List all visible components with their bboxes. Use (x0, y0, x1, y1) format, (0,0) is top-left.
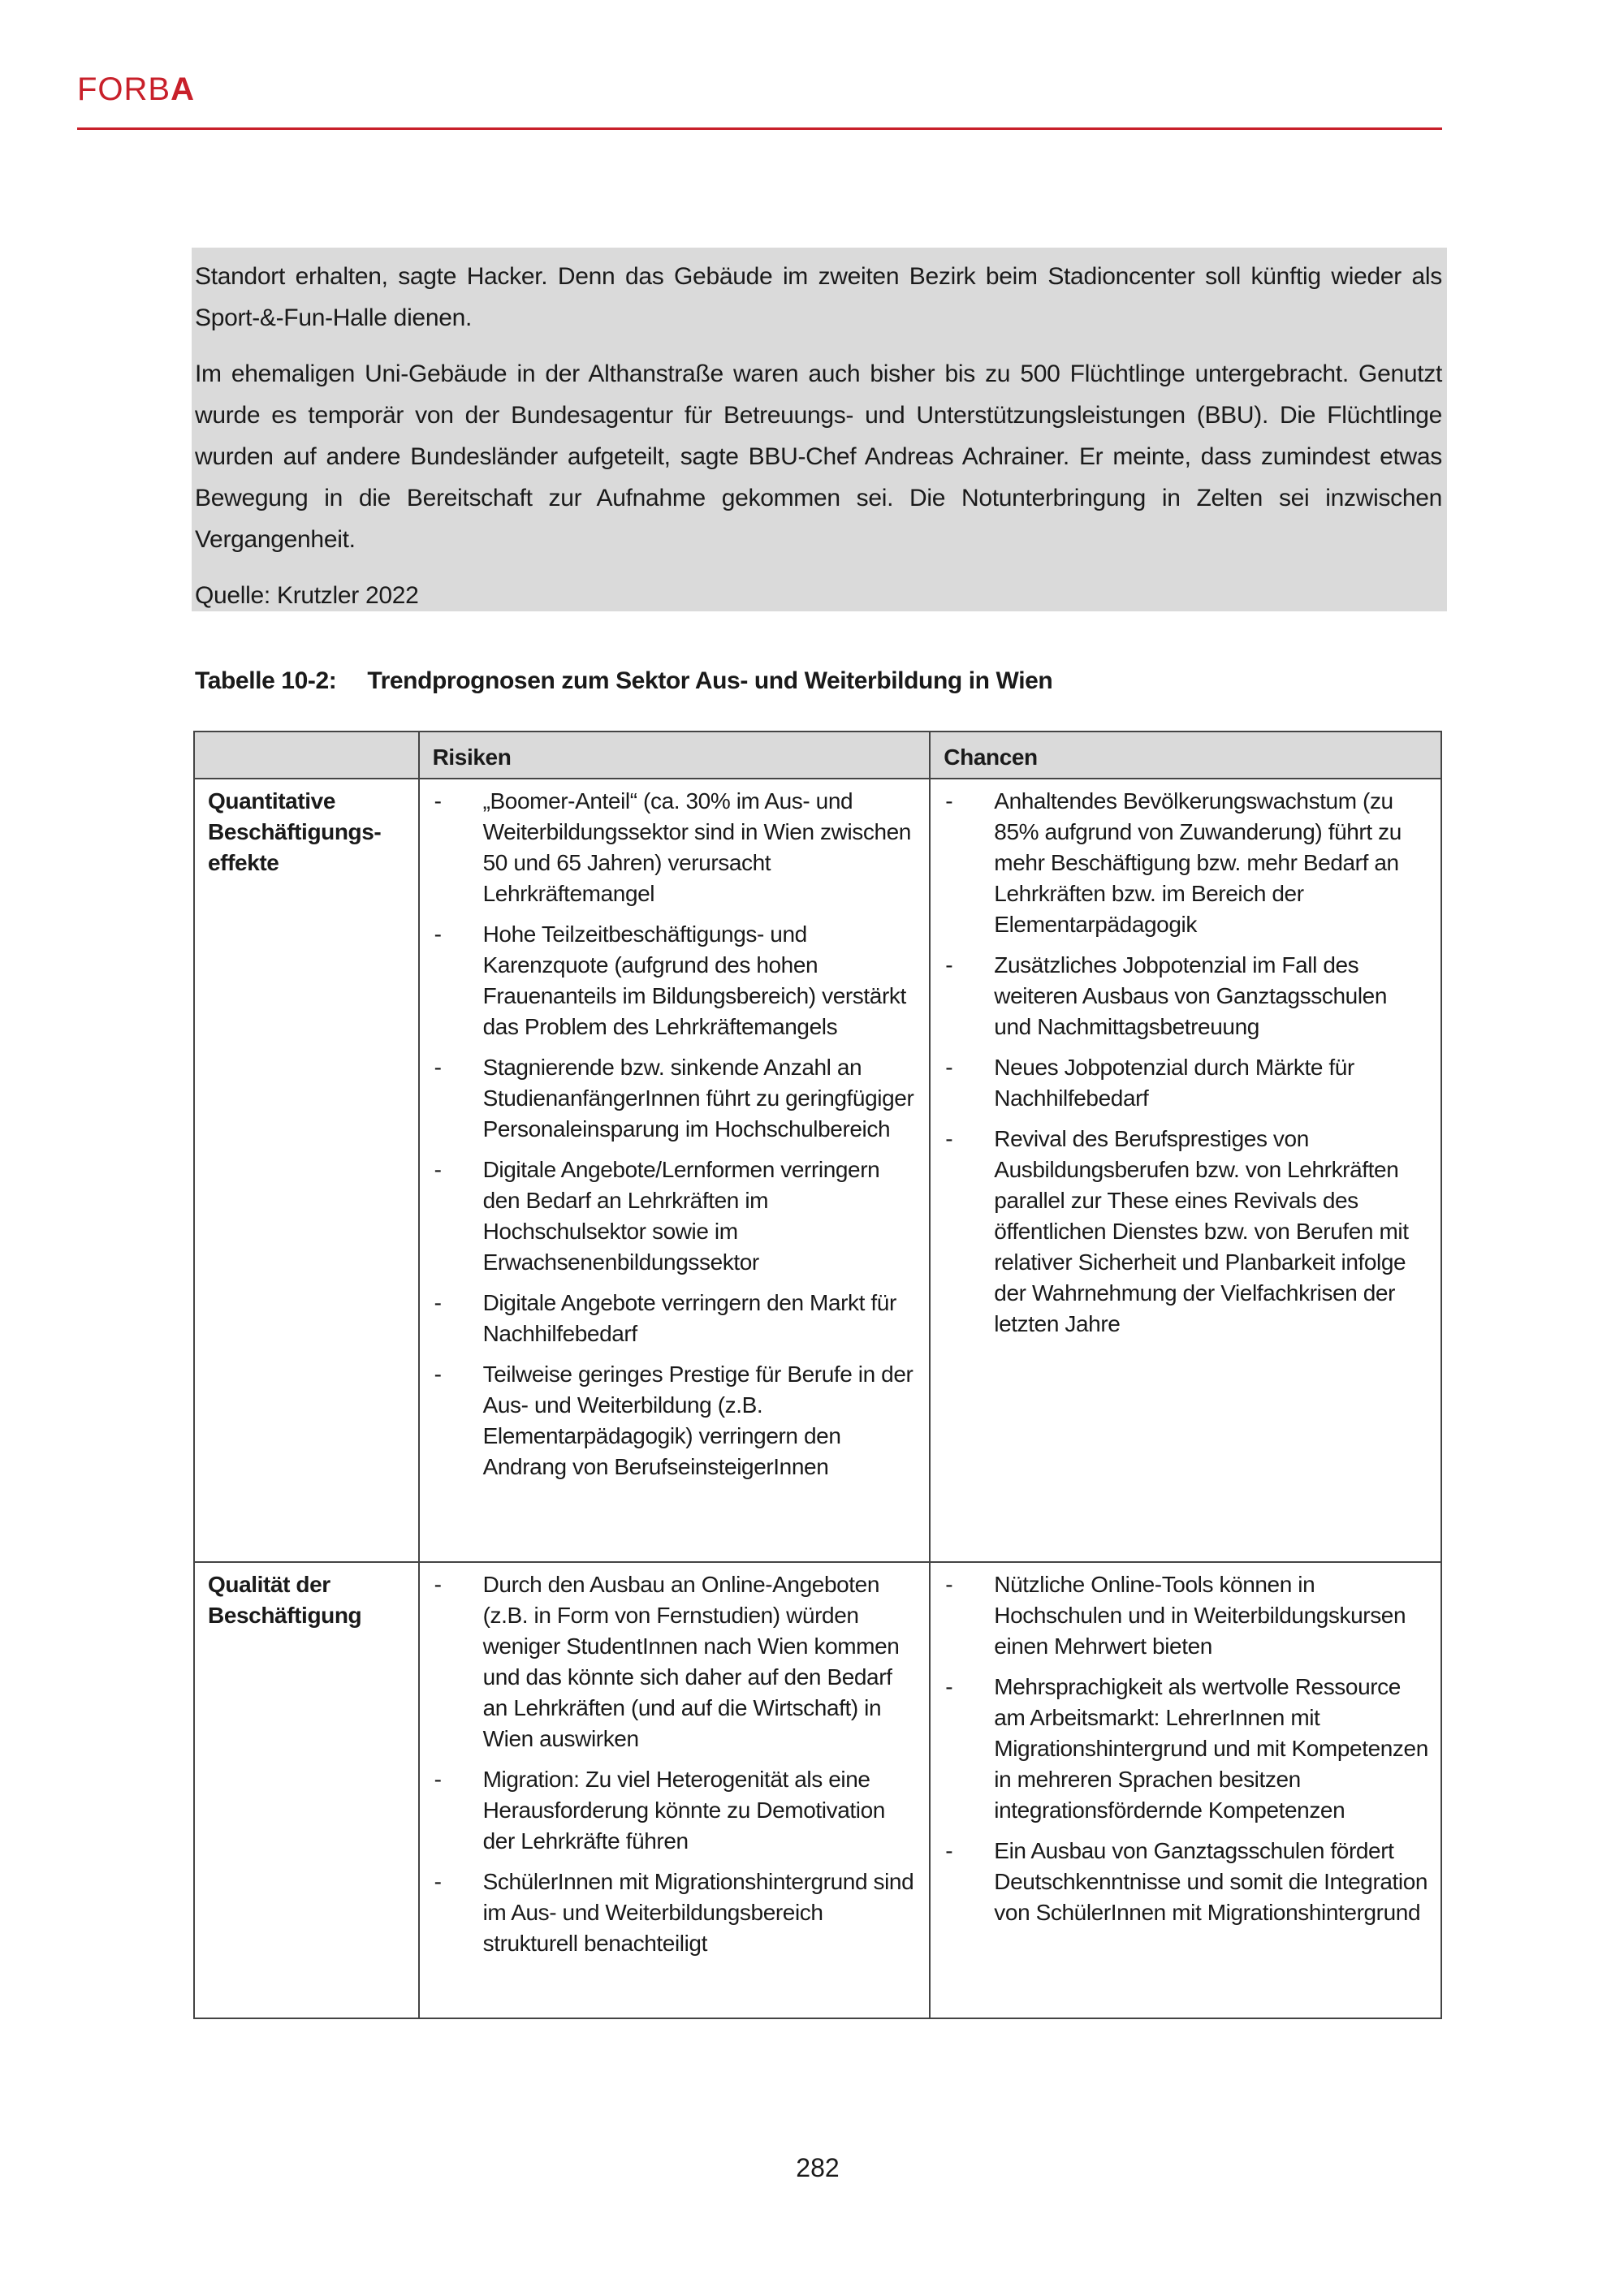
chancen-list (931, 786, 1429, 1340)
list-item (420, 919, 918, 1042)
trend-table (193, 731, 1442, 2019)
quote-source: Quelle: Krutzler 2022 (195, 582, 419, 609)
list-item (931, 786, 1429, 940)
bullet-dash: - (434, 1290, 442, 1315)
bullet-dash: - (434, 1362, 442, 1387)
list-item (931, 1052, 1429, 1114)
list-item (420, 1052, 918, 1145)
quote-paragraph: Im ehemaligen Uni-Gebäude in der Althanstraße waren auch bisher bis zu 500 Flüchtlinge untergebracht. Genutzt wurde es temporär von der Bundesagentur für Betreuungs- und Unterstützungsleistungen (BBU). Die Flüchtlinge wurden auf andere Bundesländer aufgeteilt, sagte BBU-Chef Andreas Achrainer. Er meinte, dass zumindest etwas Bewegung in die Bereitschaft zur Aufnahme gekommen sei. Die Notunterbringung in Zelten sei inzwischen Vergangenheit. (195, 360, 1442, 553)
chancen-cell (930, 1562, 1441, 2018)
risiken-cell (419, 1562, 931, 2018)
list-item (931, 1836, 1429, 1928)
list-item-text: Hohe Teilzeitbeschäftigungs- und Karenzquote (aufgrund des hohen Frauenanteils im Bildungsbereich) verstärkt das Problem des Lehrkräftemangels (482, 921, 906, 1039)
table-caption (195, 667, 1052, 695)
quote-box (192, 248, 1447, 611)
list-item (420, 1569, 918, 1754)
bullet-dash: - (945, 788, 953, 814)
table-row (194, 779, 1441, 1562)
table-row (194, 1562, 1441, 2018)
bullet-dash: - (434, 1767, 442, 1792)
list-item (931, 950, 1429, 1042)
bullet-dash: - (945, 1572, 953, 1597)
list-item-text: Nützliche Online-Tools können in Hochschulen und in Weiterbildungskursen einen Mehrwert bieten (994, 1572, 1406, 1659)
bullet-dash: - (434, 1572, 442, 1597)
bullet-dash: - (945, 1126, 953, 1151)
list-item-text: Migration: Zu viel Heterogenität als eine Herausforderung könnte zu Demotivation der Lehrkräfte führen (482, 1767, 885, 1854)
table-label: Tabelle 10-2: (195, 667, 337, 694)
list-item (931, 1569, 1429, 1662)
list-item-text: Digitale Angebote verringern den Markt für Nachhilfebedarf (482, 1290, 896, 1346)
bullet-dash: - (945, 1055, 953, 1080)
table-header-row (194, 732, 1441, 779)
list-item-text: Zusätzliches Jobpotenzial im Fall des weiteren Ausbaus von Ganztagsschulen und Nachmittagsbetreuung (994, 952, 1387, 1039)
table-title: Trendprognosen zum Sektor Aus- und Weiterbildung in Wien (367, 667, 1053, 694)
row-header: Quantitative Beschäftigungs-effekte (194, 779, 419, 1562)
list-item (420, 1359, 918, 1482)
bullet-dash: - (434, 1157, 442, 1182)
list-item-text: Revival des Berufsprestiges von Ausbildungsberufen bzw. von Lehrkräften parallel zur These eines Revivals des öffentlichen Dienstes bzw. von Berufen mit relativer Sicherheit und Planbarkeit infolge der Wahrnehmung der Vielfachkrisen der letzten Jahre (994, 1126, 1409, 1336)
list-item-text: Ein Ausbau von Ganztagsschulen fördert Deutschkenntnisse und somit die Integration von SchülerInnen mit Migrationshintergrund (994, 1838, 1428, 1925)
list-item (420, 786, 918, 909)
chancen-list (931, 1569, 1429, 1928)
list-item (420, 1154, 918, 1278)
list-item (420, 1764, 918, 1857)
list-item (931, 1124, 1429, 1340)
bullet-dash: - (434, 921, 442, 947)
bullet-dash: - (945, 1674, 953, 1699)
list-item-text: „Boomer-Anteil“ (ca. 30% im Aus- und Weiterbildungssektor sind in Wien zwischen 50 und 65 Jahren) verursacht Lehrkräftemangel (482, 788, 911, 906)
list-item-text: Durch den Ausbau an Online-Angeboten (z.B. in Form von Fernstudien) würden weniger StudentInnen nach Wien kommen und das könnte sich daher auf den Bedarf an Lehrkräften (und auf die Wirtschaft) in Wien auswirken (482, 1572, 900, 1751)
column-header (194, 732, 419, 779)
bullet-dash: - (945, 952, 953, 978)
forba-logo: FORBA (77, 71, 196, 107)
list-item (420, 1867, 918, 1959)
chancen-cell (930, 779, 1441, 1562)
bullet-dash: - (434, 1869, 442, 1894)
bullet-dash: - (945, 1838, 953, 1863)
header-divider (77, 127, 1442, 130)
row-header: Qualität der Beschäftigung (194, 1562, 419, 2018)
risiken-cell (419, 779, 931, 1562)
list-item-text: Teilweise geringes Prestige für Berufe in der Aus- und Weiterbildung (z.B. Elementarpädagogik) verringern den Andrang von BerufseinsteigerInnen (482, 1362, 914, 1479)
list-item (931, 1672, 1429, 1826)
list-item-text: Digitale Angebote/Lernformen verringern den Bedarf an Lehrkräften im Hochschulsektor sowie im Erwachsenenbildungssektor (482, 1157, 880, 1275)
list-item-text: Stagnierende bzw. sinkende Anzahl an StudienanfängerInnen führt zu geringfügiger Personaleinsparung im Hochschulbereich (482, 1055, 914, 1142)
page-number: 282 (796, 2153, 840, 2182)
bullet-dash: - (434, 1055, 442, 1080)
list-item-text: Anhaltendes Bevölkerungswachstum (zu 85% aufgrund von Zuwanderung) führt zu mehr Beschäftigung bzw. mehr Bedarf an Lehrkräften bzw. im Bereich der Elementarpädagogik (994, 788, 1402, 937)
column-header-risiken: Risiken (419, 732, 931, 779)
list-item-text: Neues Jobpotenzial durch Märkte für Nachhilfebedarf (994, 1055, 1354, 1111)
list-item-text: SchülerInnen mit Migrationshintergrund sind im Aus- und Weiterbildungsbereich strukturell benachteiligt (482, 1869, 914, 1956)
quote-paragraph: Standort erhalten, sagte Hacker. Denn das Gebäude im zweiten Bezirk beim Stadioncenter soll künftig wieder als Sport-&-Fun-Halle dienen. (195, 263, 1442, 331)
list-item (420, 1288, 918, 1349)
risiken-list (420, 786, 918, 1482)
bullet-dash: - (434, 788, 442, 814)
column-header-chancen: Chancen (930, 732, 1441, 779)
risiken-list (420, 1569, 918, 1959)
list-item-text: Mehrsprachigkeit als wertvolle Ressource am Arbeitsmarkt: LehrerInnen mit Migrationshintergrund und mit Kompetenzen in mehreren Sprachen besitzen integrationsfördernde Kompetenzen (994, 1674, 1428, 1823)
